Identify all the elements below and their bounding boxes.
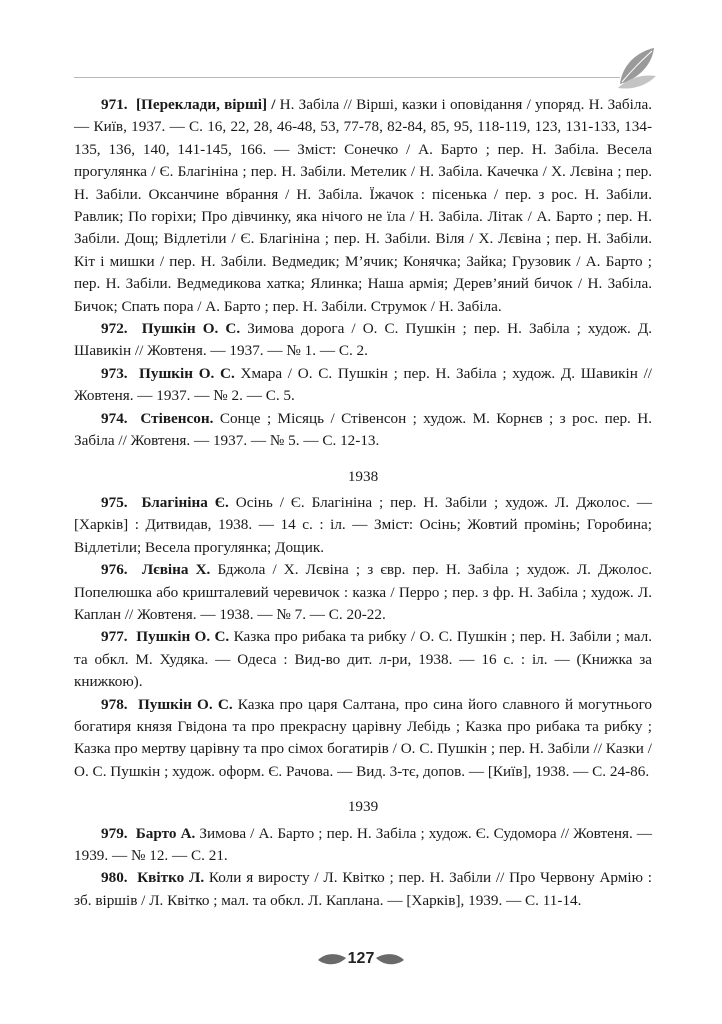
entry-text: Казка про рибака та рибку / О. С. Пушкін ; пер. Н. Забіли ; мал. та обкл. М. Худяка. — Одеса : Вид-во дит. л-ри, 1938. — 16 с. : іл. — (Книжка за книжкою). bbox=[74, 628, 653, 691]
entry-text: Зимова / А. Барто ; пер. Н. Забіла ; худож. Є. Судомора // Жовтеня. — 1939. — № 12. — С. 21. bbox=[74, 824, 653, 864]
entry-text: Сонце ; Місяць / Стівенсон ; худож. М. Корнєв ; з рос. пер. Н. Забіла // Жовтеня. — 1937. — № 5. — С. 12-13. bbox=[74, 409, 653, 450]
bibliography-entry bbox=[74, 823, 652, 868]
entry-author: Квітко Л. bbox=[137, 869, 205, 887]
entry-author: Пушкін О. С. bbox=[141, 320, 241, 338]
entry-text: Бджола / Х. Лєвіна ; з євр. пер. Н. Забіла ; худож. Л. Джолос. Попелюшка або кришталевий черевичок : казка / Перро ; пер. з фр. Н. Забіла ; худож. Л. Каплан // Жовтеня. — 1938. — № 7. — С. 20-22. bbox=[74, 561, 652, 623]
entry-text: Хмара / О. С. Пушкін ; пер. Н. Забіла ; худож. Д. Шавикін // Жовтеня. — 1937. — № 2. — С. 5. bbox=[74, 364, 653, 405]
bibliography-entry bbox=[74, 559, 652, 626]
entry-text: Коли я виросту / Л. Квітко ; пер. Н. Забіли // Про Червону Армію : зб. віршів / Л. Квітко ; мал. та обкл. Л. Каплана. — [Харків], 1939. — С. 11-14. bbox=[74, 869, 652, 909]
entry-number: 976. bbox=[101, 561, 128, 579]
entry-number: 978. bbox=[101, 695, 128, 713]
entry-number: 977. bbox=[101, 628, 128, 646]
entry-author: Пушкін О. С. bbox=[137, 695, 233, 713]
entry-number: 975. bbox=[101, 493, 128, 511]
bibliography-entry bbox=[74, 492, 652, 559]
entry-number: 971. bbox=[101, 96, 128, 113]
entry-number: 979. bbox=[101, 824, 128, 842]
entry-text: Казка про царя Салтана, про сина його славного й могутнього богатиря князя Гвідона та про прекрасну царівну Лебідь ; Казка про рибака та рибку ; Казка про мертву царівну та про сімох богатирів / О. С. Пушкін ; пер. Н. Забіли // Казки / О. С. Пушкін ; худож. оформ. Є. Рачова. — Вид. 3-тє, допов. — [Київ], 1938. — С. 24-86. bbox=[74, 695, 653, 780]
bibliography-entry bbox=[74, 867, 652, 912]
page-number: 127 bbox=[347, 950, 375, 967]
entry-text: Н. Забіла // Вірші, казки і оповідання / упоряд. Н. Забіла. — Київ, 1937. — С. 16, 22, 28, 46-48, 53, 77-78, 82-84, 85, 95, 118-119, 123, 131-133, 134-135, 136, 140, 141-145, 166. — Зміст: Сонечко / А. Барто ; пер. Н. Забіла. Весела прогулянка / Є. Благініна ; пер. Н. Забіли. Метелик / Н. Забіла. Качечка / Х. Лєвіна ; пер. Н. Забіли. Оксанчине вбрання / Н. Забіла. Їжачок : пісенька / пер. з рос. Н. Забіли. Равлик; По горіхи; Про дівчинку, яка нічого не їла / Н. Забіла. Літак / А. Барто ; пер. Н. Забіли. Дощ; Відлетіли / Є. Благініна ; пер. Н. Забіли. Віля / Х. Лєвіна ; пер. Н. Забіли. Кіт і мишки / пер. Н. Забіли. Ведмедик; М’ячик; Конячка; Зайка; Грузовик / А. Барто ; пер. Н. Забіли. Ведмедикова хатка; Ялинка; Наша армія; Дерев’яний бичок / Н. Забіла. Бичок; Спать пора / А. Барто ; пер. Н. Забіли. Струмок / Н. Забіла. bbox=[74, 96, 652, 315]
entry-text: Зимова дорога / О. С. Пушкін ; пер. Н. Забіла ; худож. Д. Шавикін // Жовтеня. — 1937. — № 1. — С. 2. bbox=[74, 320, 653, 360]
header-rule bbox=[74, 77, 620, 78]
entry-number: 973. bbox=[101, 364, 128, 382]
entry-number: 972. bbox=[101, 320, 128, 338]
entry-author: [Переклади, вірші] / bbox=[135, 96, 276, 113]
entry-author: Стівенсон. bbox=[140, 409, 214, 427]
bibliography-entry bbox=[74, 694, 652, 784]
bibliography-content bbox=[74, 94, 652, 912]
bibliography-entry bbox=[74, 408, 652, 453]
year-heading: 1939 bbox=[347, 798, 379, 816]
page-footer bbox=[0, 944, 722, 974]
entry-number: 980. bbox=[101, 869, 128, 887]
bibliography-entry bbox=[74, 363, 652, 408]
bibliography-entry bbox=[74, 626, 652, 693]
entry-author: Лєвіна Х. bbox=[141, 561, 211, 579]
entry-author: Благініна Є. bbox=[141, 493, 229, 511]
bibliography-entry bbox=[74, 94, 652, 318]
entry-number: 974. bbox=[101, 409, 128, 427]
bibliography-entry bbox=[74, 318, 652, 363]
entry-author: Пушкін О. С. bbox=[136, 628, 230, 646]
leaf-ornament-icon bbox=[612, 44, 658, 90]
entry-text: Осінь / Є. Благініна ; пер. Н. Забіли ; худож. Л. Джолос. — [Харків] : Дитвидав, 1938. — 14 с. : іл. — Зміст: Осінь; Жовтий промінь; Горобина; Відлетіли; Весела прогулянка; Дощик. bbox=[74, 493, 653, 556]
year-heading: 1938 bbox=[347, 467, 379, 485]
entry-author: Пушкін О. С. bbox=[139, 364, 235, 382]
entry-author: Барто А. bbox=[135, 824, 196, 842]
